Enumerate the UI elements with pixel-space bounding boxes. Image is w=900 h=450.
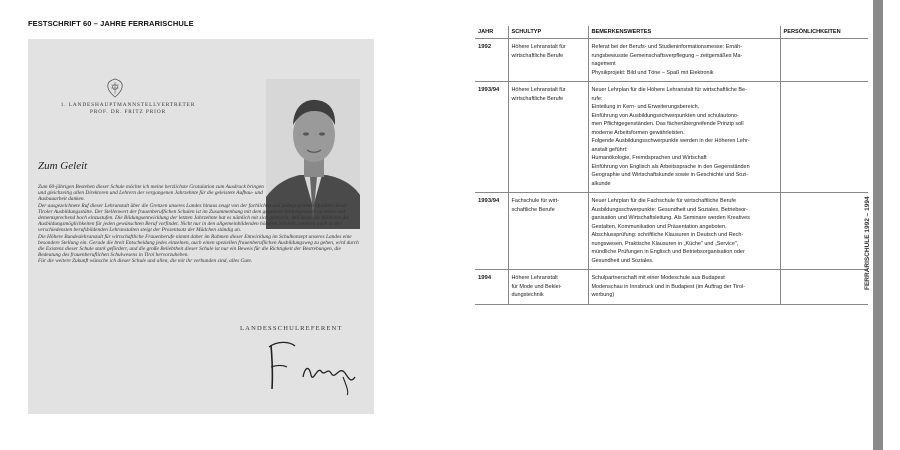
cell-year: 1992 [475, 39, 508, 82]
cell-year: 1994 [475, 270, 508, 305]
cell-school-type-line: Höhere Lehranstalt [511, 275, 558, 281]
cell-notes-line: Einteilung in Kern- und Erweiterungsbereich, [591, 104, 700, 110]
cell-notes-line: rufe: [591, 95, 603, 102]
cell-year: 1993/94 [475, 82, 508, 193]
coat-of-arms-icon [103, 77, 127, 101]
cell-notes-line: Humanökologie, Fremdsprachen und Wirtschaft [591, 155, 707, 161]
cell-school-type-line: Höhere Lehranstalt für [511, 44, 566, 50]
column-header-notes: BEMERKENSWERTES [588, 26, 780, 39]
cell-notes-line: Einführung von Englisch als Arbeitssprache in den Gegenständen [591, 163, 750, 170]
cell-notes-line: alkunde [591, 180, 611, 187]
officer-name: PROF. DR. FRITZ PRIOR [89, 109, 167, 115]
cell-notes-line: Physikprojekt: Bild und Töne – Spaß mit Elektronik [591, 69, 714, 76]
cell-notes-line: Einführung von Ausbildungsschwerpunkten und schulautono- [591, 112, 739, 119]
page-header: FESTSCHRIFT 60 – JAHRE FERRARISCHULE [28, 19, 194, 28]
cell-school-type [508, 82, 588, 193]
officer-title-line1: 1. LANDESHAUPTMANNSTELLVERTRETER [60, 102, 196, 108]
letter-paragraph: Für die weitere Zukunft wünsche ich dieser Schule und allen, die mit ihr verbunden sind, alles Gute. [38, 258, 253, 265]
cell-school-type-line: dungstechnik [511, 292, 544, 298]
cell-school-type [508, 270, 588, 305]
cell-school-type-line: für Mode und Beklei- [511, 283, 562, 290]
letter-scan [28, 39, 374, 414]
cell-persons [780, 270, 868, 305]
column-header-persons: PERSÖNLICHKEITEN [780, 26, 868, 39]
letter-paragraph: Die Höhere Bundeslehranstalt für wirtschaftliche Frauenberufe nimmt daher im Rahmen dieser Entwicklung im Schulkonzept unseres Landes eine besondere Stellung ein. Gerade die breit Entscheidung jedes einzelnen, auch einen speziellen frauenberuflichen Ausbildungsweg zu gehen, wird durch die Existenz dieser Schule stark gefördert, und die große Beliebtheit dieser Schule ist nur ein Beweis für die Richtigkeit der Bestrebungen, die Bedeutung des frauenberuflichen Schulwesens in Tirol hervorzuheben. [38, 233, 359, 259]
cell-notes-line: Referat bei der Berufs- und Studieninformationsmesse: Ernäh- [591, 44, 743, 50]
letter-body [38, 184, 363, 265]
history-table [475, 26, 868, 305]
cell-notes-line: Folgende Ausbildungsschwerpunkte werden in der Höheren Lehr- [591, 138, 750, 144]
cell-notes-line: Modenschau in Innsbruck und in Budapest (im Auftrag der Tirol- [591, 283, 746, 290]
cell-notes [588, 193, 780, 270]
chapter-side-tab [873, 0, 883, 450]
cell-notes-line: nagement [591, 61, 616, 67]
cell-notes [588, 270, 780, 305]
cell-notes-line: anstalt geführt: [591, 146, 628, 153]
handwritten-signature [263, 337, 363, 397]
cell-notes-line: nungswesen, Praktische Klausuren in „Küche" und „Service", [591, 240, 739, 247]
cell-school-type-line: Fachschule für wirt- [511, 198, 559, 204]
letter-greeting: Zum Geleit [38, 160, 88, 172]
chapter-side-label: FERRARISCHULE 1992 – 1994 [864, 196, 871, 290]
cell-notes-line: Geographie und Wirtschaftskunde sowie in Geschichte und Sozi- [591, 172, 749, 178]
cell-persons [780, 193, 868, 270]
table-row [475, 39, 868, 82]
cell-persons [780, 82, 868, 193]
table-row [475, 193, 868, 270]
cell-notes [588, 82, 780, 193]
cell-notes-line: Neuer Lehrplan für die Höhere Lehranstalt für wirtschaftliche Be- [591, 87, 747, 93]
cell-notes [588, 39, 780, 82]
table-header-row [475, 26, 868, 39]
officer-title [38, 102, 218, 116]
cell-notes-line: Gesundheit und Soziales. [591, 257, 654, 264]
cell-notes-line: rungsbewusste Gemeinschaftsverpflegung – zeitgemäßes Ma- [591, 52, 743, 59]
cell-notes-line: ganisation und Wirtschaftsleitung. Als Seminare werden Kreatives [591, 215, 750, 221]
cell-notes-line: Neuer Lehrplan für die Fachschule für wirtschaftliche Berufe [591, 198, 736, 204]
cell-school-type-line: Höhere Lehranstalt für [511, 87, 566, 93]
cell-notes-line: men Pflichtgegenständen. Das fächerübergreifende Prinzip soll [591, 121, 744, 127]
cell-notes-line: Abschlussprüfung: schriftliche Klausuren in Deutsch und Rech- [591, 232, 744, 238]
cell-notes-line: werbung) [591, 292, 615, 298]
cell-notes-line: Schulpartnerschaft mit einer Modeschule aus Budapest [591, 275, 725, 281]
cell-notes-line: Gestalten, Kommunikation und Präsentation angeboten. [591, 223, 727, 230]
cell-persons [780, 39, 868, 82]
cell-notes-line: Ausbildungsschwerpunkte: Gesundheit und Soziales, Betriebsor- [591, 206, 748, 213]
cell-school-type-line: wirtschaftliche Berufe [511, 52, 564, 59]
cell-notes-line: moderne Arbeitsformen gewährleisten. [591, 129, 685, 136]
cell-school-type [508, 39, 588, 82]
cell-notes-line: mündliche Prüfungen in Englisch und Betriebsorganisation oder [591, 249, 745, 255]
cell-school-type [508, 193, 588, 270]
letter-paragraph: Der ausgezeichnete Ruf dieser Lehranstalt über die Grenzen unseres Landes hinaus zeugt von der fachlichen und pädagogischen Qualität dieser Tiroler Ausbildungsstätte. Der Stellenwert der frauenberuflichen Schulen ist im Zusammenhang mit dem gesamten Bildungswesen zu sehen und dementsprechend hoch einzustufen. Die Bildungsentwicklung der letzten Jahrzehnte hat es nämlich mit sich gebracht, daß heute ein Mädchen die Ausbildungsmöglichkeiten für jeden gewünschten Beruf vorfindet. Nicht nur in den allgemeinbildenden höheren Schulen, sondern auch in den verschiedensten berufsbildenden Lehranstalten steigt der Prozentsatz der Mädchen ständig an. [38, 202, 349, 234]
letter-paragraph: Zum 60-jährigen Bestehen dieser Schule möchte ich meine herzlichste Gratulation zum Ausdruck bringen und gleichzeitig allen Direktoren und Lehrern der vergangenen Jahrzehnte für die geleistete Aufbau- und Ausbauarbeit danken. [38, 184, 264, 203]
column-header-year: JAHR [475, 26, 508, 39]
cell-school-type-line: schaftliche Berufe [511, 206, 555, 213]
column-header-school-type: SCHULTYP [508, 26, 588, 39]
table-row [475, 82, 868, 193]
signature-title: LANDESSCHULREFERENT [240, 325, 343, 332]
cell-school-type-line: wirtschaftliche Berufe [511, 95, 564, 102]
table-row [475, 270, 868, 305]
cell-year: 1993/94 [475, 193, 508, 270]
